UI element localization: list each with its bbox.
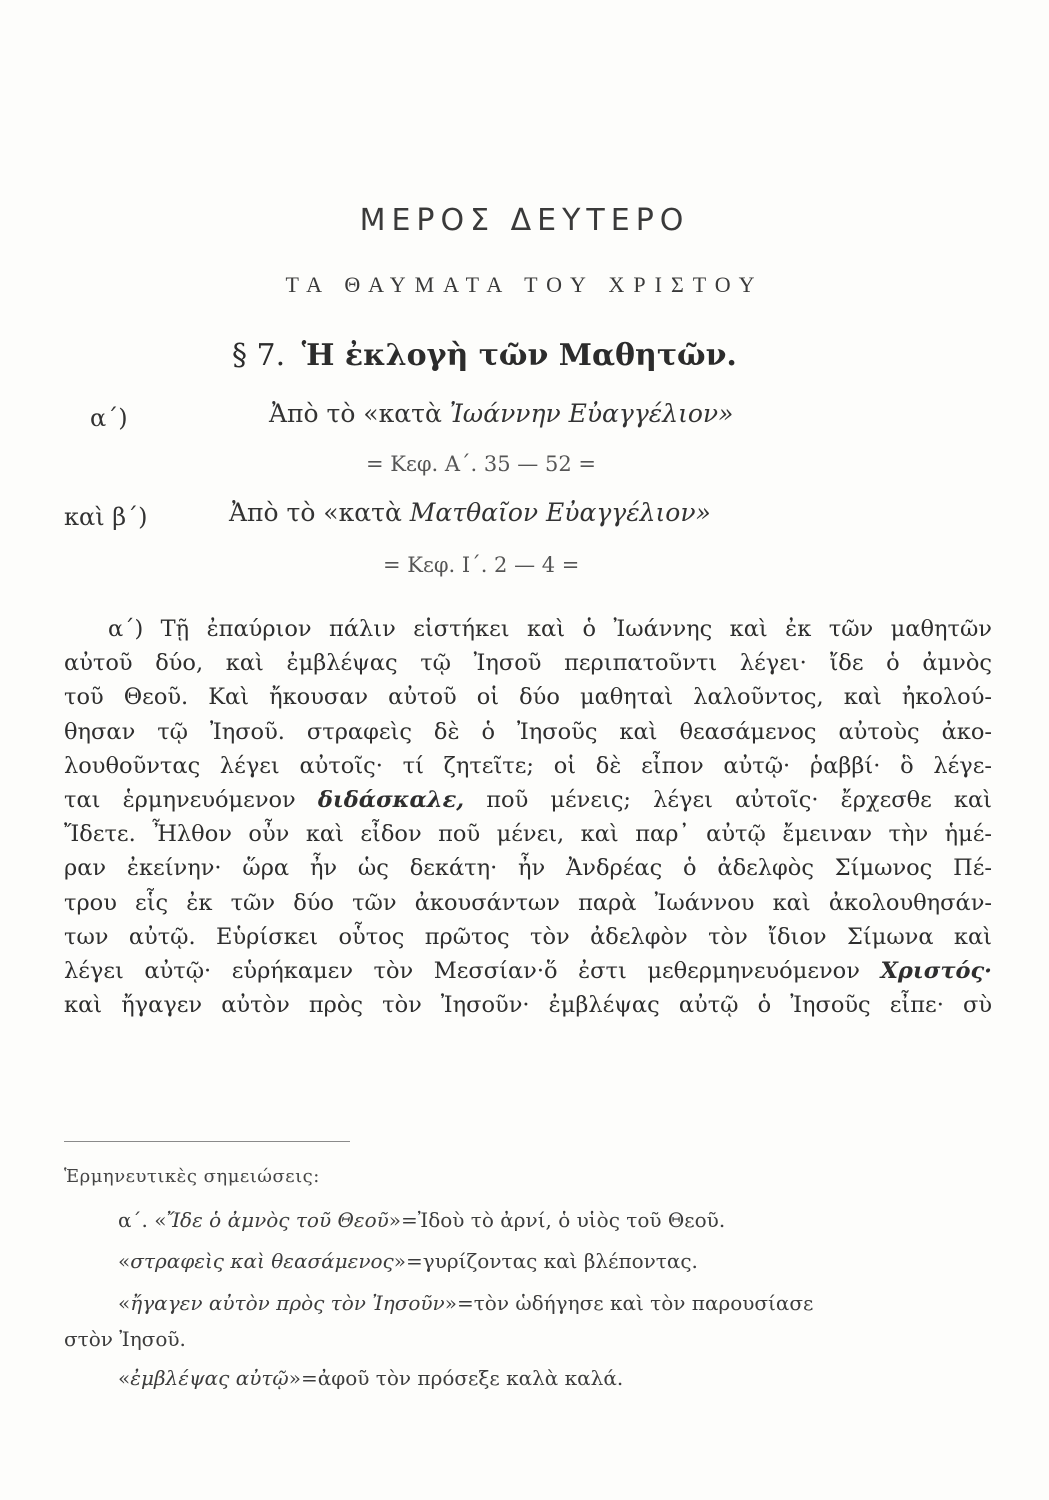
note-label: « xyxy=(118,1366,131,1390)
source-marker-b: καὶ β΄) xyxy=(64,503,148,531)
body-text-fragment: ποῦ μένεις; λέγει αὐτοῖς· ἔρχεσθε καὶ xyxy=(464,787,992,814)
note-definition: »=τὸν ὡδήγησε καὶ τὸν παρουσίασε xyxy=(444,1291,814,1315)
body-line: α΄) Τῇ ἐπαύριον πάλιν εἱστήκει καὶ ὁ Ἰωάννης καὶ ἐκ τῶν μαθητῶν xyxy=(108,616,992,642)
note-label: « xyxy=(118,1291,131,1315)
body-line: αὐτοῦ δύο, καὶ ἐμβλέψας τῷ Ἰησοῦ περιπατοῦντι λέγει· ἴδε ὁ ἀμνὸς xyxy=(64,650,992,677)
note-item-continued xyxy=(64,1327,186,1351)
note-item xyxy=(118,1249,698,1273)
body-emphasis: Χριστός· xyxy=(880,958,993,985)
note-term: ἤγαγεν αὐτὸν πρὸς τὸν Ἰησοῦν xyxy=(130,1291,445,1315)
body-emphasis: διδάσκαλε, xyxy=(317,787,465,814)
source-reference-b: = Κεφ. Ι΄. 2 — 4 = xyxy=(383,553,580,577)
source-prefix: Ἀπὸ τὸ «κατὰ xyxy=(229,498,410,527)
note-item xyxy=(118,1208,725,1232)
body-line: θησαν τῷ Ἰησοῦ. στραφεὶς δὲ ὁ Ἰησοῦς καὶ θεασάμενος αὐτοὺς ἀκο- xyxy=(64,718,992,745)
note-item xyxy=(118,1291,813,1315)
note-term: ἐμβλέψας αὐτῷ xyxy=(130,1366,289,1390)
notes-heading: Ἑρμηνευτικὲς σημειώσεις: xyxy=(64,1166,320,1187)
body-line-with-emphasis xyxy=(64,954,992,988)
note-label: « xyxy=(118,1249,131,1273)
source-book: Ματθαῖον Εὐαγγέλιον» xyxy=(409,498,711,527)
section-title: Ἡ ἐκλογὴ τῶν Μαθητῶν. xyxy=(301,338,737,373)
source-marker-a: α΄) xyxy=(90,404,128,432)
note-term: Ἴδε ὁ ἀμνὸς τοῦ Θεοῦ xyxy=(166,1208,389,1232)
note-definition: »=ἀφοῦ τὸν πρόσεξε καλὰ καλά. xyxy=(288,1366,624,1390)
body-line-with-emphasis xyxy=(64,783,992,817)
note-term: στραφεὶς καὶ θεασάμενος xyxy=(130,1249,394,1273)
note-label: α΄. « xyxy=(118,1208,167,1232)
source-line-b xyxy=(229,498,711,527)
body-line: λουθοῦντας λέγει αὐτοῖς· τί ζητεῖτε; οἱ δὲ εἶπον αὐτῷ· ῥαββί· ὃ λέγε- xyxy=(64,752,992,779)
body-text-fragment: λέγει αὐτῷ· εὑρήκαμεν τὸν Μεσσίαν·ὅ ἐστι μεθερμηνευόμενον xyxy=(64,958,860,985)
note-item xyxy=(118,1366,623,1390)
body-line: τρου εἷς ἐκ τῶν δύο τῶν ἀκουσάντων παρὰ Ἰωάννου καὶ ἀκολουθησάν- xyxy=(64,889,992,916)
body-line: Ἴδετε. Ἦλθον οὖν καὶ εἶδον ποῦ μένει, καὶ παρ᾿ αὐτῷ ἔμειναν τὴν ἡμέ- xyxy=(64,821,992,848)
section-heading xyxy=(232,338,737,373)
note-definition: στὸν Ἰησοῦ. xyxy=(64,1327,186,1351)
footnote-divider xyxy=(64,1141,350,1142)
body-text xyxy=(64,612,992,1022)
part-title: ΜΕΡΟΣ ΔΕΥΤΕΡΟ xyxy=(359,203,690,238)
body-line: των αὐτῷ. Εὑρίσκει οὗτος πρῶτος τὸν ἀδελφὸν τὸν ἴδιον Σίμωνα καὶ xyxy=(64,923,992,950)
body-line: καὶ ἤγαγεν αὐτὸν πρὸς τὸν Ἰησοῦν· ἐμβλέψας αὐτῷ ὁ Ἰησοῦς εἶπε· σὺ xyxy=(64,992,992,1019)
note-definition: »=γυρίζοντας καὶ βλέποντας. xyxy=(393,1249,698,1273)
body-line: ραν ἐκείνην· ὥρα ἦν ὡς δεκάτη· ἦν Ἀνδρέας ὁ ἀδελφὸς Σίμωνος Πέ- xyxy=(64,855,992,882)
source-reference-a: = Κεφ. Α΄. 35 — 52 = xyxy=(366,452,596,476)
note-definition: »=Ἰδοὺ τὸ ἀρνί, ὁ υἱὸς τοῦ Θεοῦ. xyxy=(388,1208,726,1232)
source-book: Ἰωάννην Εὐαγγέλιον» xyxy=(449,399,734,428)
source-line-a xyxy=(269,399,733,428)
part-subtitle: ΤΑ ΘΑΥΜΑΤΑ ΤΟΥ ΧΡΙΣΤΟΥ xyxy=(285,272,764,297)
section-symbol: § 7. xyxy=(232,338,286,373)
body-line: τοῦ Θεοῦ. Καὶ ἤκουσαν αὐτοῦ οἱ δύο μαθηταὶ λαλοῦντος, καὶ ἠκολού- xyxy=(64,684,992,711)
body-text-fragment: ται ἑρμηνευόμενον xyxy=(64,787,296,814)
source-prefix: Ἀπὸ τὸ «κατὰ xyxy=(269,399,450,428)
